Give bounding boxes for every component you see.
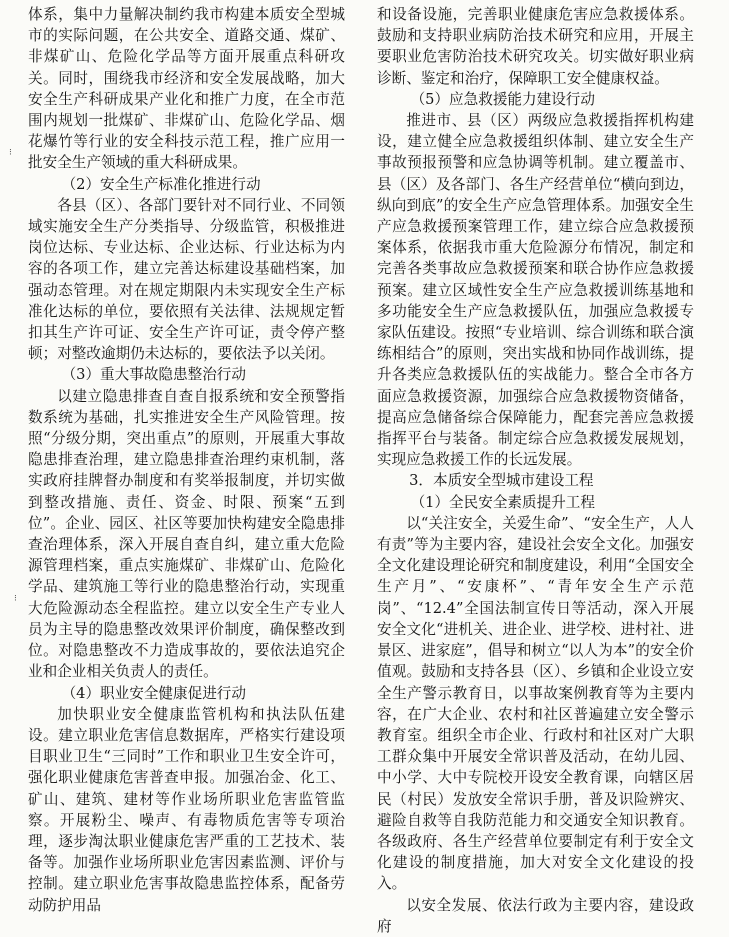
paragraph: 以安全发展、依法行政为主要内容，建设政府 xyxy=(377,896,694,935)
margin-mark: ⁝ xyxy=(14,594,17,604)
section-heading: （2）安全生产标准化推进行动 xyxy=(61,175,261,193)
section-heading: （4）职业安全健康促进行动 xyxy=(61,684,246,702)
chapter-heading: 3．本质安全型城市建设工程 xyxy=(409,472,594,490)
paragraph: 体系，集中力量解决制约我市构建本质安全型城市的实际问题，在公共安全、道路交通、煤矿、非煤矿山、危险化学品等方面开展重点科研攻关。同时，围绕我市经济和安全发展战略，加大安全生产科研成果产业化和推广力度，在全市范围内规划一批煤矿、非煤矿山、危险化学品、烟花爆竹等行业的安全科技示范工程，推广应用一批安全生产领域的重大科研成果。 xyxy=(28,6,345,172)
paragraph: 推进市、县（区）两级应急救援指挥机构建设，建立健全应急救援组织体制、建立安全生产事故预报预警和应急协调等机制。建立覆盖市、县（区）及各部门、各生产经营单位“横向到边，纵向到底”的安全生产应急管理体系。加强安全生产应急救援预案管理工作，建立综合应急救援预案体系，依据我市重大危险源分布情况，制定和完善各类事故应急救援预案和联合协作应急救援预案。建立区域性安全生产应急救援训练基地和多功能安全生产应急救援队伍，加强应急救援专家队伍建设。按照“专业培训、综合训练和联合演练相结合”的原则，突出实战和协同作战训练，提升各类应急救援队伍的实战能力。整合全市各方面应急救援资源，加强综合应急救援物资储备，提高应急储备综合保障能力，配套完善应急救援指挥平台与装备。制定综合应急救援发展规划，实现应急救援工作的长远发展。 xyxy=(377,112,694,469)
margin-mark: ⁝ xyxy=(9,148,12,158)
paragraph: 以“关注安全，关爱生命”、“安全生产，人人有责”等为主要内容，建设社会安全文化。加强安全文化建设理论研究和制度建设，利用“全国安全生产月”、“安康杯”、“青年安全生产示范岗”、“12.4”全国法制宣传日等活动，深入开展安全文化“进机关、进企业、进学校、进村社、进景区、进家庭”，倡导和树立“以人为本”的安全价值观。鼓励和支持各县（区）、乡镇和企业设立安全生产警示教育日，以事故案例教育等为主要内容，在广大企业、农村和社区普遍建立安全警示教育室。组织全市企业、行政村和社区对广大职工群众集中开展安全常识普及活动，在幼儿园、中小学、大中专院校开设安全教育课，向辖区居民（村民）发放安全常识手册，普及识险辨灾、避险自救等自我防范能力和交通安全知识教育。各级政府、各生产经营单位要制定有利于安全文化建设的制度措施，加大对安全文化建设的投入。 xyxy=(377,514,694,893)
paragraph: 和设备设施，完善职业健康危害应急救援体系。鼓励和支持职业病防治技术研究和应用，开展主要职业危害防治技术研究攻关。切实做好职业病诊断、鉴定和治疗，保障职工安全健康权益。 xyxy=(377,6,694,87)
section-heading: （3）重大事故隐患整治行动 xyxy=(61,366,246,384)
section-heading: （1）全民安全素质提升工程 xyxy=(410,493,595,511)
paragraph: 以建立隐患排查自查自报系统和安全预警指数系统为基础，扎实推进安全生产风险管理。按照“分级分期，突出重点”的原则，开展重大事故隐患排查治理，建立隐患排查治理约束机制，落实政府挂牌督办制度和有奖举报制度，并切实做到整改措施、责任、资金、时限、预案“五到位”。企业、园区、社区等要加快构建安全隐患排查治理体系，深入开展自查自纠，建立重大危险源管理档案，重点实施煤矿、非煤矿山、危险化学品、建筑施工等行业的隐患整治行动，实现重大危险源动态全程监控。建立以安全生产专业人员为主导的隐患整改效果评价制度，确保整改到位。对隐患整改不力造成事故的，要依法追究企业和企业相关负责人的责任。 xyxy=(28,387,345,681)
section-heading: （5）应急救援能力建设行动 xyxy=(410,90,595,108)
left-column xyxy=(28,4,345,916)
right-column xyxy=(377,4,694,937)
paragraph: 各县（区）、各部门要针对不同行业、不同领域实施安全生产分类指导、分级监管，积极推进岗位达标、专业达标、企业达标、行业达标为内容的各项工作，建立完善达标建设基础档案，加强动态管理。对在规定期限内未实现安全生产标准化达标的单位，要依照有关法律、法规规定暂扣其生产许可证、安全生产许可证，责令停产整顿；对整改逾期仍未达标的，要依法予以关闭。 xyxy=(28,196,345,363)
paragraph: 加快职业安全健康监管机构和执法队伍建设。建立职业危害信息数据库，严格实行建设项目职业卫生“三同时”工作和职业卫生安全许可，强化职业健康危害普查申报。加强冶金、化工、矿山、建筑、建材等作业场所职业危害监管监察。开展粉尘、噪声、有毒物质危害等专项治理，逐步淘汰职业健康危害严重的工艺技术、装备等。加强作业场所职业危害因素监测、评价与控制。建立职业危害事故隐患监控体系，配备劳动防护用品 xyxy=(28,705,345,914)
